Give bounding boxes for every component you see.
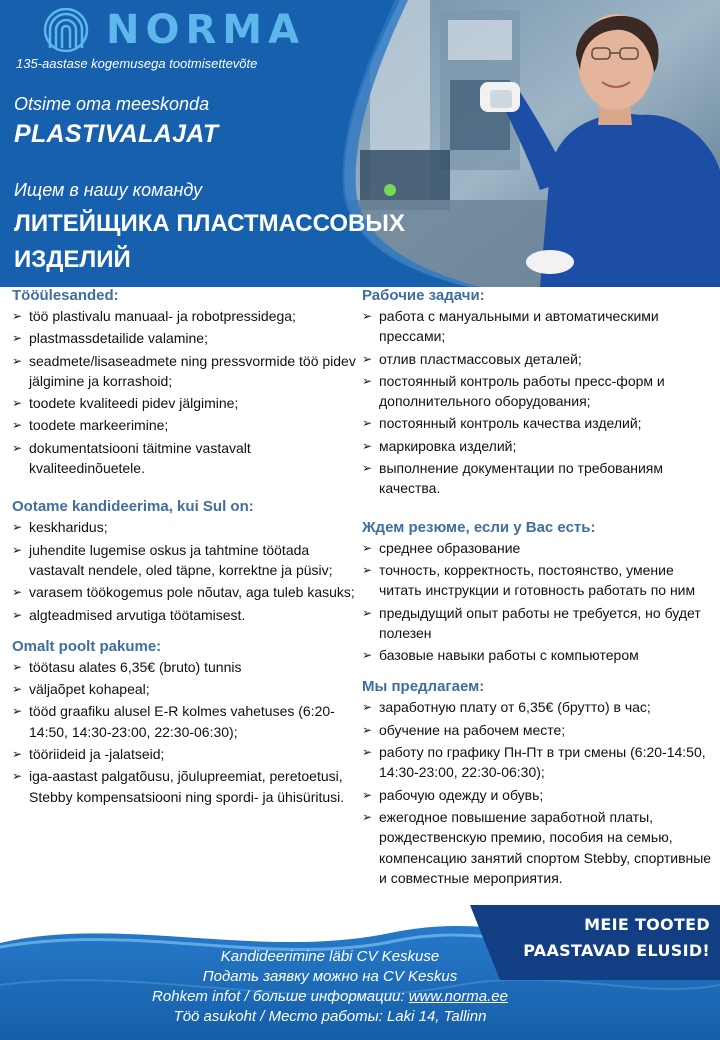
list-item: ➢ базовые навыки работы с компьютером (362, 645, 720, 665)
norma-logo (40, 8, 305, 52)
list-item: ➢ постоянный контроль работы пресс-форм и дополнительного оборудования; (362, 372, 665, 410)
arrow-bullet-icon: ➢ (12, 747, 23, 762)
arrow-bullet-icon: ➢ (362, 438, 373, 453)
list-item: ➢ заработную плату от 6,35€ (брутто) в час; (362, 697, 720, 717)
list-item: ➢ tööriideid ja -jalatseid; (12, 744, 357, 764)
footer-apply-ru: Подать заявку можно на CV Keskus (202, 968, 458, 985)
et-intro: Otsime oma meeskonda (14, 94, 210, 114)
list-item: ➢ среднее образование (362, 538, 720, 558)
list-item: ➢ работу по графику Пн-Пт в три смены (6:20-14:50, 14:30-23:00, 22:30-06:30); (362, 744, 706, 781)
arrow-bullet-icon: ➢ (12, 585, 23, 600)
duties-title: Tööülesanded: (12, 287, 119, 304)
list-item: ➢ toodete markeerimine; (12, 415, 357, 435)
arrow-bullet-icon: ➢ (12, 353, 23, 368)
list-item: ➢ seadmete/lisaseadmete ning pressvormide töö pidev jälgimine ja korrashoid; (12, 352, 356, 389)
list-item: ➢ tööd graafiku alusel E-R kolmes vahetuses (6:20-14:50, 14:30-23:00, 22:30-06:30); (12, 703, 335, 740)
footer-location: Töö asukoht / Место работы: Laki 14, Tallinn (173, 1008, 487, 1025)
arrow-bullet-icon: ➢ (362, 309, 373, 323)
list-item: ➢ работа с мануальными и автоматическими прессами; (362, 308, 659, 345)
list-item: ➢ töö plastivalu manuaal- ja robotpressidega; (12, 306, 357, 326)
footer-banner (0, 905, 720, 1040)
requirements-title: Ootame kandideerima, kui Sul on: (12, 498, 254, 516)
arrow-bullet-icon: ➢ (362, 787, 373, 802)
website-link[interactable]: www.norma.ee (408, 988, 508, 1005)
list-item: ➢ iga-aastast palgatõusu, jõulupreemiat, peretoetusi, Stebby kompensatsiooni ning spordi- ja ühisüritusi. (12, 768, 345, 805)
arrow-bullet-icon: ➢ (362, 351, 373, 366)
arrow-bullet-icon: ➢ (12, 659, 23, 674)
requirements-list (12, 517, 357, 624)
duties-title-ru: Рабочие задачи: (362, 287, 485, 304)
header-banner (0, 0, 720, 287)
list-item: ➢ juhendite lugemise oskus ja tahtmine töötada vastavalt nendele, oled täpne, korrektne ja püsiv; (12, 541, 333, 578)
offer-list-ru (362, 697, 720, 888)
estonian-column (12, 286, 357, 809)
list-item: ➢ töötasu alates 6,35€ (bruto) tunnis (12, 657, 357, 677)
arrow-bullet-icon: ➢ (12, 542, 23, 557)
arrow-bullet-icon: ➢ (12, 309, 23, 323)
offer-title: Omalt poolt pakume: (12, 637, 162, 655)
arrow-bullet-icon: ➢ (362, 562, 373, 577)
arrow-bullet-icon: ➢ (362, 461, 373, 476)
list-item: ➢ varasem töökogemus pole nõutav, aga tuleb kasuks; (12, 582, 357, 602)
offer-title-ru: Мы предлагаем: (362, 678, 485, 696)
slogan-line1: MEIE TOOTED (584, 915, 710, 934)
logo-wordmark: NORMA (106, 7, 306, 53)
list-item: ➢ обучение на рабочем месте; (362, 720, 720, 740)
arrow-bullet-icon: ➢ (12, 331, 23, 346)
footer-apply-et: Kandideerimine läbi CV Keskuse (220, 948, 440, 965)
duties-list (12, 306, 357, 478)
arrow-bullet-icon: ➢ (362, 605, 373, 620)
arrow-bullet-icon: ➢ (362, 809, 373, 824)
arrow-bullet-icon: ➢ (12, 440, 23, 455)
list-item: ➢ dokumentatsiooni täitmine vastavalt kvaliteedinõuetele. (12, 439, 251, 477)
arrow-bullet-icon: ➢ (12, 418, 23, 433)
list-item: ➢ väljaõpet kohapeal; (12, 679, 357, 699)
footer-more-info (0, 987, 660, 1007)
russian-column (362, 286, 720, 890)
arrow-bullet-icon: ➢ (362, 722, 373, 737)
list-item: ➢ plastmassdetailide valamine; (12, 328, 357, 348)
arrow-bullet-icon: ➢ (12, 682, 23, 697)
list-item: ➢ постоянный контроль качества изделий; (362, 413, 720, 433)
arrow-bullet-icon: ➢ (362, 540, 373, 555)
slogan-line2: PAASTAVAD ELUSID! (523, 941, 710, 960)
arrow-bullet-icon: ➢ (362, 373, 373, 388)
arrow-bullet-icon: ➢ (12, 607, 23, 622)
company-tagline: 135-aastase kogemusega tootmisettevõte (16, 56, 258, 71)
arrow-bullet-icon: ➢ (12, 520, 23, 535)
arrow-bullet-icon: ➢ (12, 769, 23, 784)
arrow-bullet-icon: ➢ (12, 396, 23, 411)
norma-logo-icon (40, 8, 92, 52)
more-info-label: Rohkem infot / больше информации: (152, 988, 409, 1005)
list-item: ➢ точность, корректность, постоянство, умение читать инструкции и готовность работать по ним (362, 561, 696, 599)
list-item: ➢ algteadmised arvutiga töötamisest. (12, 605, 357, 625)
requirements-list-ru (362, 538, 720, 666)
arrow-bullet-icon: ➢ (12, 704, 23, 719)
arrow-bullet-icon: ➢ (362, 648, 373, 663)
list-item: ➢ ежегодное повышение заработной платы, рождественскую премию, пособия на семью, компенсацию занятий спортом Stebby, спортивные и совместные мероприятия. (362, 808, 712, 886)
list-item: ➢ предыдущий опыт работы не требуется, но будет полезен (362, 604, 701, 641)
list-item: ➢ keskharidus; (12, 517, 357, 537)
et-position-title: PLASTIVALAJAT (14, 120, 219, 148)
ru-intro: Ищем в нашу команду (14, 180, 203, 200)
arrow-bullet-icon: ➢ (362, 700, 373, 715)
list-item: ➢ toodete kvaliteedi pidev jälgimine; (12, 393, 357, 413)
list-item: ➢ рабочую одежду и обувь; (362, 785, 720, 805)
ru-position-title: ЛИТЕЙЩИКА ПЛАСТМАССОВЫХ ИЗДЕЛИЙ (14, 210, 405, 273)
offer-list (12, 657, 357, 807)
list-item: ➢ выполнение документации по требованиям качества. (362, 460, 663, 497)
arrow-bullet-icon: ➢ (362, 745, 373, 760)
duties-list-ru (362, 306, 720, 499)
arrow-bullet-icon: ➢ (362, 416, 373, 431)
requirements-title-ru: Ждем резюме, если у Вас есть: (362, 518, 596, 536)
list-item: ➢ отлив пластмассовых деталей; (362, 349, 720, 369)
list-item: ➢ маркировка изделий; (362, 436, 720, 456)
